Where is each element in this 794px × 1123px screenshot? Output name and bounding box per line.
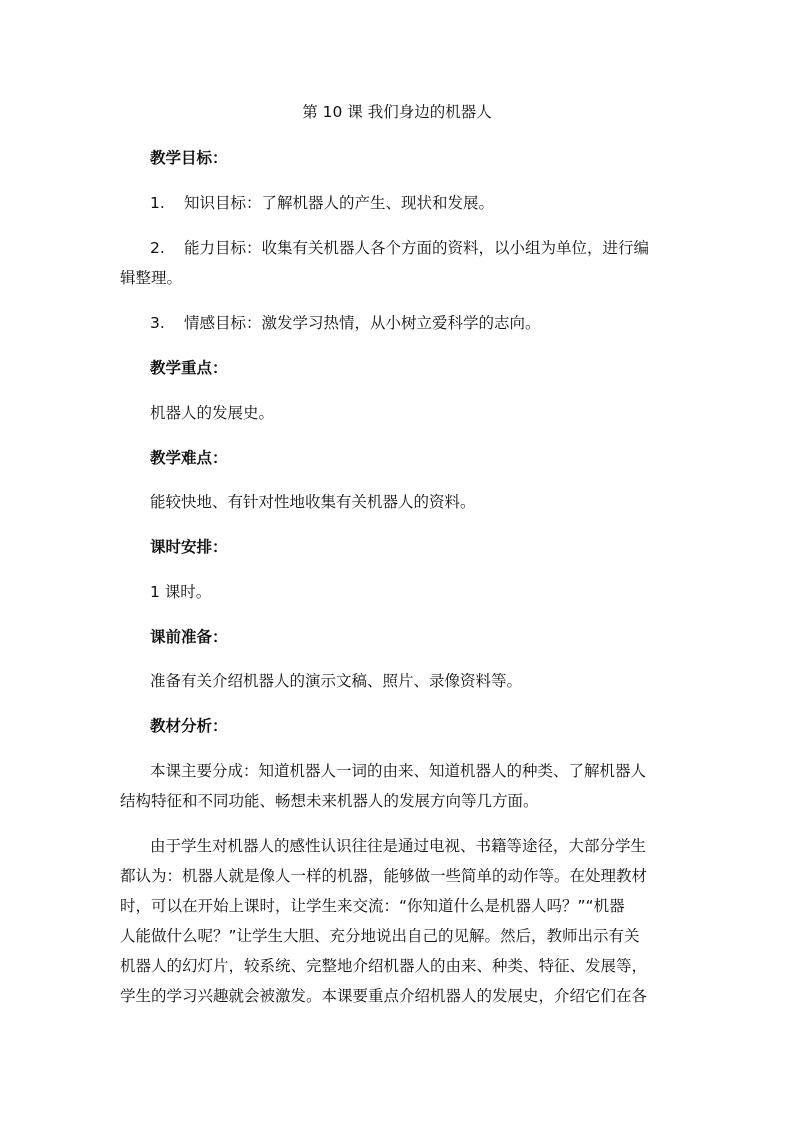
schedule-text: 1 课时。 bbox=[150, 583, 212, 601]
heading-analysis: 教材分析： bbox=[150, 717, 228, 735]
analysis-paragraph-2-line-3: 时，可以在开始上课时，让学生来交流：“你知道什么是机器人吗？”“机器 bbox=[120, 897, 625, 915]
heading-difficulties: 教学难点： bbox=[150, 449, 228, 467]
difficulties-text: 能较快地、有针对性地收集有关机器人的资料。 bbox=[150, 493, 476, 511]
objective-item-2 bbox=[150, 236, 710, 260]
objective-text: 知识目标：了解机器人的产生、现状和发展。 bbox=[184, 194, 495, 212]
analysis-paragraph-2-line-4: 人能做什么呢？”让学生大胆、充分地说出自己的见解。然后，教师出示有关 bbox=[120, 927, 640, 945]
heading-objectives: 教学目标： bbox=[150, 149, 228, 167]
objective-text: 情感目标：激发学习热情，从小树立爱科学的志向。 bbox=[184, 314, 541, 332]
analysis-paragraph-2-line-2: 都认为：机器人就是像人一样的机器，能够做一些简单的动作等。在处理教材 bbox=[120, 867, 648, 885]
heading-schedule: 课时安排： bbox=[150, 538, 228, 556]
key-points-text: 机器人的发展史。 bbox=[150, 404, 275, 422]
analysis-paragraph-2-line-5: 机器人的幻灯片，较系统、完整地介绍机器人的由来、种类、特征、发展等， bbox=[120, 957, 648, 975]
objective-item-2-continued: 辑整理。 bbox=[120, 269, 183, 287]
analysis-paragraph-2-line-6: 学生的学习兴趣就会被激发。本课要重点介绍机器人的发展史，介绍它们在各 bbox=[120, 987, 648, 1005]
objective-text: 能力目标：收集有关机器人各个方面的资料，以小组为单位，进行编 bbox=[184, 239, 650, 257]
objective-item-3 bbox=[150, 311, 710, 335]
heading-key-points: 教学重点： bbox=[150, 359, 228, 377]
page-title: 第 10 课 我们身边的机器人 bbox=[302, 103, 492, 121]
analysis-paragraph-1-line-2: 结构特征和不同功能、畅想未来机器人的发展方向等几方面。 bbox=[120, 792, 539, 810]
heading-preparation: 课前准备： bbox=[150, 628, 228, 646]
objective-item-1 bbox=[150, 191, 710, 215]
list-number: 1. bbox=[150, 194, 165, 212]
list-number: 2. bbox=[150, 239, 165, 257]
preparation-text: 准备有关介绍机器人的演示文稿、照片、录像资料等。 bbox=[150, 672, 523, 690]
analysis-paragraph-1-line-1: 本课主要分成：知道机器人一词的由来、知道机器人的种类、了解机器人 bbox=[150, 762, 647, 780]
list-number: 3. bbox=[150, 314, 165, 332]
analysis-paragraph-2-line-1: 由于学生对机器人的感性认识往往是通过电视、书籍等途径，大部分学生 bbox=[150, 837, 647, 855]
